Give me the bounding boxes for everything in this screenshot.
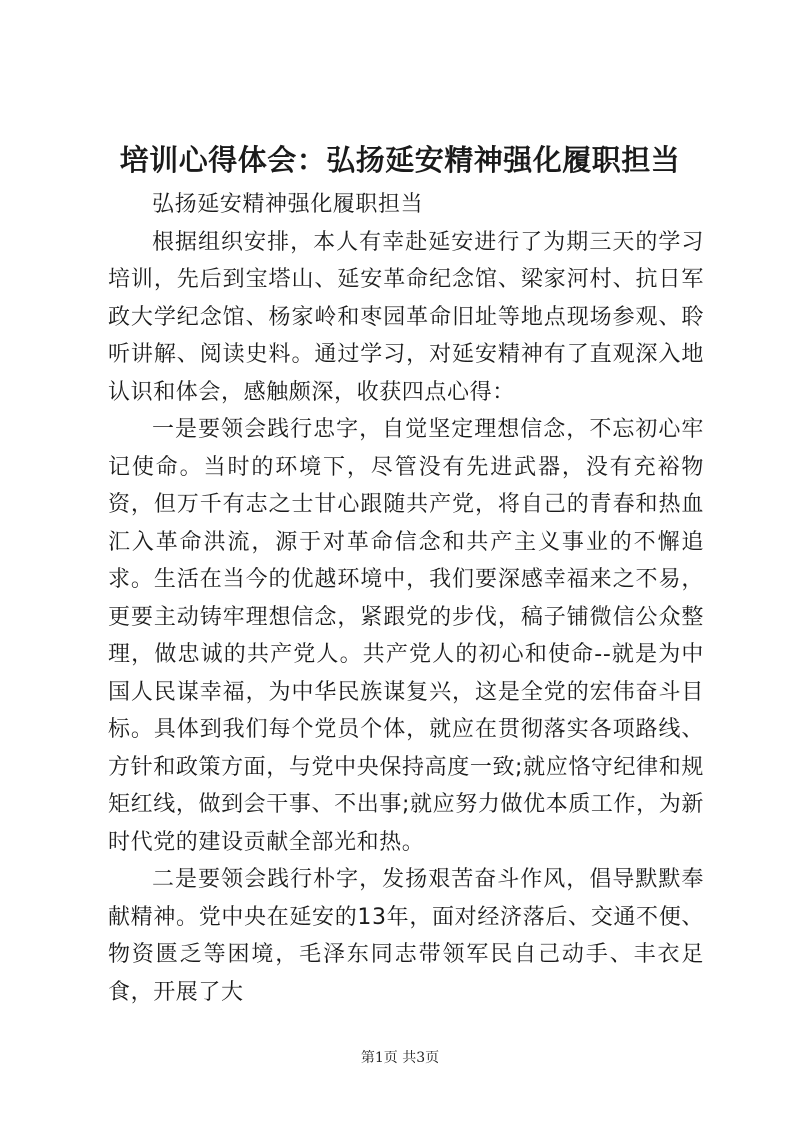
page-footer: 第1页 共3页 [360,1050,440,1066]
subtitle-paragraph: 弘扬延安精神强化履职担当 [152,192,424,217]
body-paragraph-loyalty: 一是要领会践行忠字，自觉坚定理想信念，不忘初心牢记使命。当时的环境下，尽管没有先进武器，没有充裕物资，但万千有志之士甘心跟随共产党，将自己的青春和热血汇入革命洪流，源于对革命信念和共产主义事业的不懈追求。生活在当今的优越环境中，我们要深感幸福来之不易，更要主动铸牢理想信念，紧跟党的步伐，稿子铺微信公众整理，做忠诚的共产党人。共产党人的初心和使命--就是为中国人民谋幸福，为中华民族谋复兴，这是全党的宏伟奋斗目标。具体到我们每个党员个体，就应在贯彻落实各项路线、方针和政策方面，与党中央保持高度一致;就应恪守纪律和规矩红线，做到会干事、不出事;就应努力做优本质工作，为新时代党的建设贡献全部光和热。 [108,417,704,855]
document-title: 培训心得体会：弘扬延安精神强化履职担当 [119,143,681,177]
body-paragraph-intro: 根据组织安排，本人有幸赴延安进行了为期三天的学习培训，先后到宝塔山、延安革命纪念馆、梁家河村、抗日军政大学纪念馆、杨家岭和枣园革命旧址等地点现场参观、聆听讲解、阅读史料。通过学习，对延安精神有了直观深入地认识和体会，感触颇深，收获四点心得： [108,229,704,405]
body-paragraph-simplicity: 二是要领会践行朴字，发扬艰苦奋斗作风，倡导默默奉献精神。党中央在延安的13年，面对经济落后、交通不便、物资匮乏等困境，毛泽东同志带领军民自己动手、丰衣足食，开展了大 [108,867,704,1005]
document-body [108,186,704,1011]
